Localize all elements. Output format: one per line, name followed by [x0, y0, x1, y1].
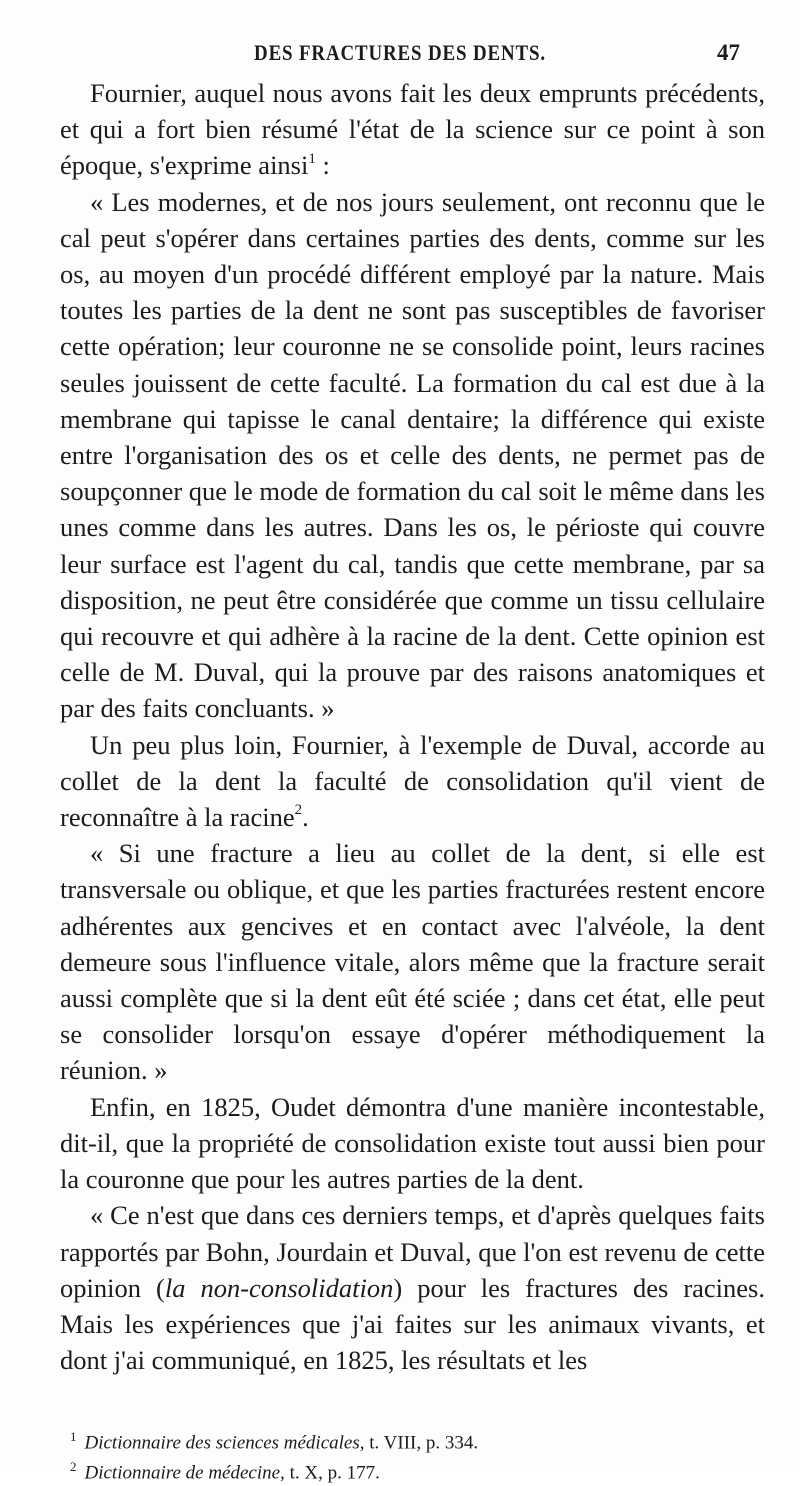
- paragraph-2-quote: « Les modernes, et de nos jours seulement, ont reconnu que le cal peut s'opérer dans certaines parties des dents, comme sur les os, au moyen d'un procédé différent employé par la nature. Mais toutes les parties de la dent ne sont pas susceptibles de favoriser cette opération; leur couronne ne se consolide point, leurs racines seules jouissent de cette faculté. La formation du cal est due à la membrane qui tapisse le canal dentaire; la différence qui existe entre l'organisation des os et celle des dents, ne permet pas de soupçonner que le mode de formation du cal soit le même dans les unes comme dans les autres. Dans les os, le périoste qui couvre leur surface est l'agent du cal, tandis que cette membrane, par sa disposition, ne peut être considérée que comme un tissu cellulaire qui recouvre et qui adhère à la racine de la dent. Cette opinion est celle de M. Duval, qui la prouve par des raisons anatomiques et par des faits concluants. »: [60, 186, 765, 724]
- footnote-2-title: Dictionnaire de médecine,: [84, 1462, 285, 1484]
- footnote-ref-2: 2: [294, 802, 303, 819]
- footnote-1-reference: t. VIII, p. 334.: [364, 1432, 479, 1454]
- paragraph-1: [60, 75, 765, 184]
- paragraph-3: [60, 727, 765, 836]
- paragraph-3-text: Un peu plus loin, Fournier, à l'exemple de Duval, accorde au collet de la dent la faculté de consolidation qu'il vient de reconnaître à la racine: [60, 729, 765, 833]
- body-text: [60, 75, 765, 1378]
- paragraph-4-quote: « Si une fracture a lieu au collet de la dent, si elle est transversale ou oblique, et que les parties fracturées restent encore adhérentes aux gencives et en contact avec l'alvéole, la dent demeure sous l'influence vitale, alors même que la fracture serait aussi complète que si la dent eût été sciée ; dans cet état, elle peut se consolider lorsqu'on essaye d'opérer méthodiquement la réunion. »: [60, 838, 765, 1086]
- footnote-1: [70, 1425, 750, 1455]
- paragraph-3-end: .: [302, 802, 309, 833]
- footnote-1-number: 1: [70, 1429, 77, 1444]
- running-title: DES FRACTURES DES DENTS.: [254, 40, 546, 65]
- footnote-2-reference: t. X, p. 177.: [284, 1462, 380, 1484]
- paragraph-6-quote: [60, 1197, 765, 1378]
- running-head: [60, 40, 740, 70]
- paragraph-6-italic: la non-consolidation: [164, 1272, 394, 1303]
- footnote-2-number: 2: [70, 1459, 77, 1475]
- page-number: 47: [717, 40, 740, 65]
- paragraph-1-end: :: [315, 150, 330, 181]
- paragraph-6-text: « Ce n'est que dans ces derniers temps, et d'après quelques faits rapportés par Bohn, Jourdain et Duval, que l'on est revenu de cette opinion (: [60, 1200, 765, 1303]
- footnote-ref-1: 1: [308, 150, 316, 167]
- footnotes: [70, 1425, 750, 1486]
- paragraph-6-end: ) pour les fractures des racines. Mais les expériences que j'ai faites sur les animaux vivants, et dont j'ai communiqué, en 1825, les résultats et les: [60, 1272, 765, 1376]
- footnote-2: [70, 1455, 750, 1485]
- paragraph-5: Enfin, en 1825, Oudet démontra d'une manière incontestable, dit-il, que la propriété de consolidation existe tout aussi bien pour la couronne que pour les autres parties de la dent.: [60, 1091, 765, 1195]
- footnote-1-title: Dictionnaire des sciences médicales,: [84, 1432, 365, 1454]
- paragraph-1-text: Fournier, auquel nous avons fait les deux emprunts précédents, et qui a fort bien résumé l'état de la science sur ce point à son époque, s'exprime ainsi: [60, 78, 765, 181]
